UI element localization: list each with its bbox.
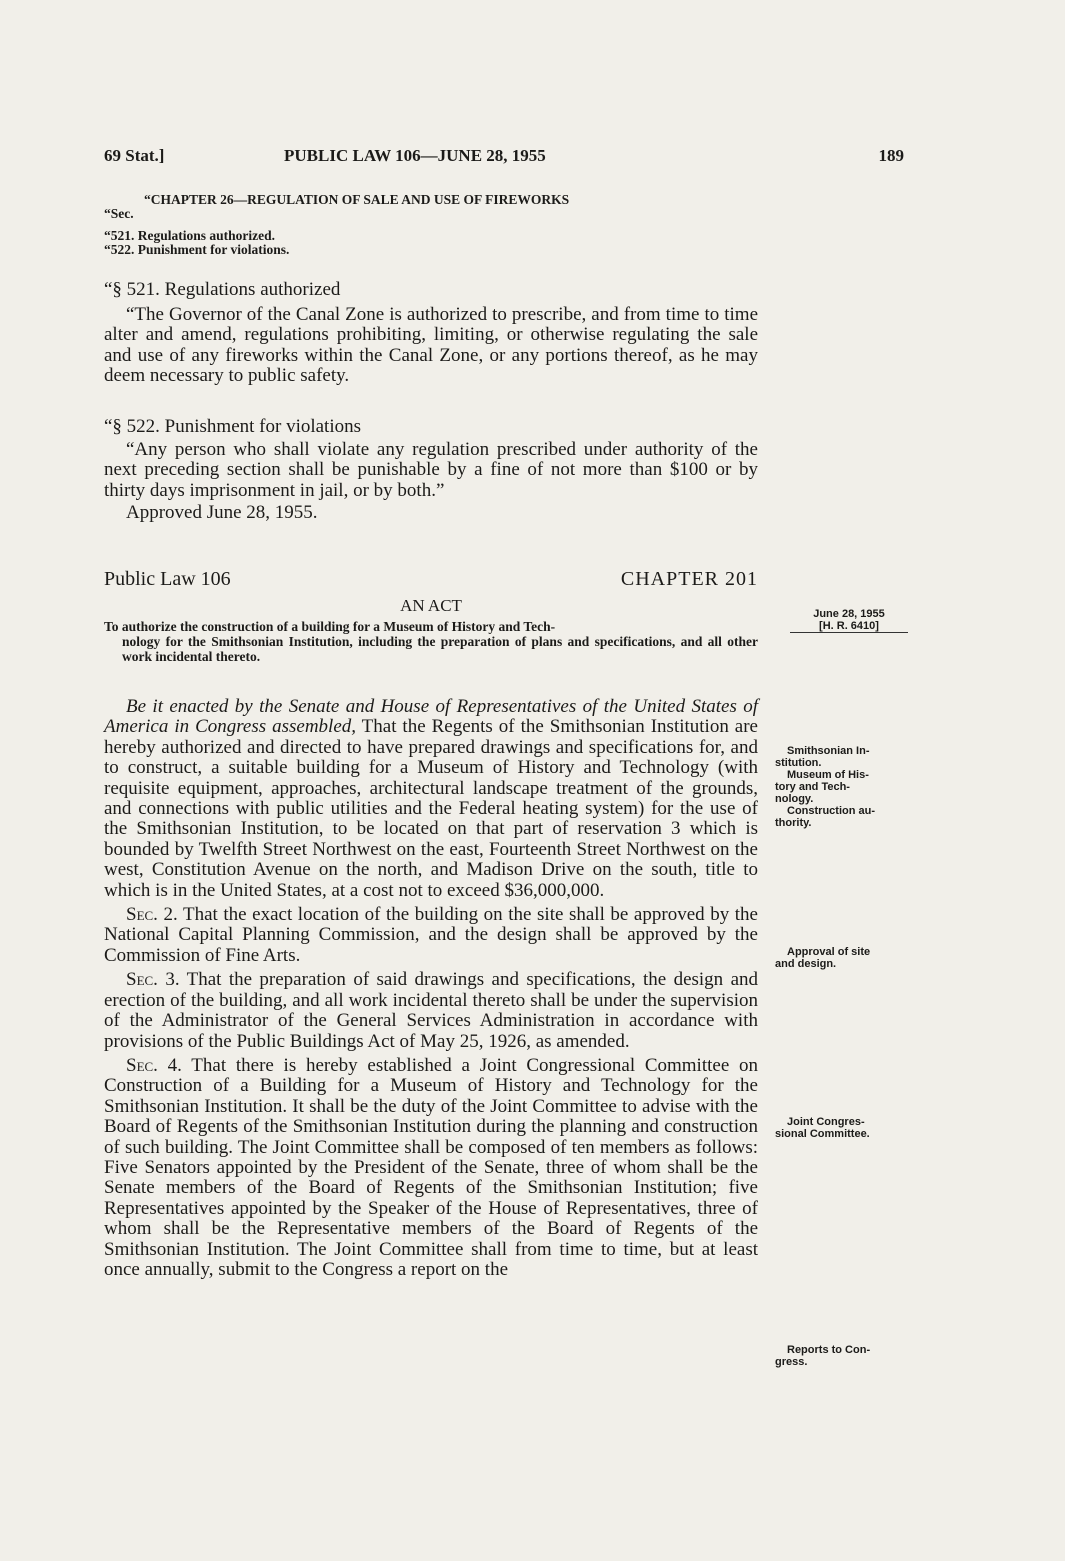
toc-chapter-title: “CHAPTER 26—REGULATION OF SALE AND USE OF FIREWORKS [144,192,570,207]
chapter-toc [104,193,758,257]
margin-note-smithsonian [775,745,910,829]
section-2-label: Sec. 2. [126,904,178,926]
margin-note-reports-line2: gress. [775,1356,808,1368]
toc-item-522: “522. Punishment for violations. [104,242,290,257]
public-law-number: Public Law 106 [104,568,231,590]
approved-line: Approved June 28, 1955. [126,502,318,524]
an-act-heading: AN ACT [400,596,462,615]
running-header [104,146,904,170]
enacting-clause [104,697,758,901]
section-521-text: “The Governor of the Canal Zone is authorized to prescribe, and from time to time alter and amend, regulations prohibiting, limiting, or otherwise regulating the sale and use of any fireworks within the Canal Zone, or any portions thereof, as he may deem necessary to public safety. [104,304,758,387]
section-3-text: That the preparation of said drawings and specifications, the design and erection of the building, and all work incidental thereto shall be under the supervision of the Administrator of the General Services Administration in accordance with provisions of the Public Buildings Act of May 25, 1926, as amended. [104,969,758,1052]
margin-note-museum-line3: nology. [775,793,814,805]
margin-bill-number: [H. R. 6410] [790,620,908,633]
section-4-text: That there is hereby established a Joint Congressional Committee on Construction of a Building for a Museum of History and Technology for the Smithsonian Institution. It shall be the duty of the Joint Committee to advise with the Board of Regents of the Smithsonian Institution during the planning and construction of such building. The Joint Committee shall be composed of ten members as follows: Five Senators appointed by the President of the Senate, three of whom shall be the Senate members of the Board of Regents of the Smithsonian Institution; five Representatives appointed by the Speaker of the House of Representatives, three of whom shall be the Representative members of the Board of Regents of the Smithsonian Institution. The Joint Committee shall from time to time, but at least once annually, submit to the Congress a report on the [104,1054,758,1280]
margin-note-construction-line2: thority. [775,817,812,829]
header-title: PUBLIC LAW 106—JUNE 28, 1955 [284,146,546,165]
margin-bill-reference [790,608,908,633]
toc-sec-label: “Sec. [104,206,134,221]
margin-note-construction-line1: Construction au- [787,805,875,817]
section-4 [104,1056,758,1280]
margin-note-joint-line2: sional Committee. [775,1128,870,1140]
law-title-row [104,568,758,594]
header-statute: 69 Stat.] [104,146,165,165]
section-522-heading: “§ 522. Punishment for violations [104,416,362,437]
margin-note-approval-line1: Approval of site [787,946,871,958]
margin-note-reports-line1: Reports to Con- [787,1344,871,1356]
section-2-text: That the exact location of the building on the site shall be approved by the National Capital Planning Commission, and the design shall be approved by the Commission of Fine Arts. [104,904,758,966]
margin-note-joint-line1: Joint Congres- [787,1116,865,1128]
margin-note-reports [775,1344,910,1368]
enacting-clause-text: That the Regents of the Smithsonian Institution are hereby authorized and directed to have prepared drawings and specifications for, and to construct, a suitable building for a Museum of History and Technology (with requisite equipment, approaches, architectural landscape treatment of the grounds, and connections with public utilities and the Federal heating system) for the use of the Smithsonian Institution, to be located on that part of reservation 3 which is bounded by Twelfth Street Northwest on the east, Fourteenth Street Northwest on the west, Constitution Avenue on the north, and Madison Drive on the south, title to which is in the United States, at a cost not to exceed $36,000,000. [104,716,758,901]
section-2 [104,905,758,966]
section-521 [104,279,758,387]
margin-note-museum-line2: tory and Tech- [775,781,850,793]
margin-note-smithsonian-line1: Smithsonian In- [787,745,870,757]
section-4-label: Sec. 4. [126,1054,182,1076]
bleed-through-margin [800,258,803,269]
enacting-clause-italic: Be it enacted by the Senate and House of Representatives of the United States of America in Congress assembled, [104,696,758,738]
margin-note-smithsonian-line2: stitution. [775,757,822,769]
margin-bill-date: June 28, 1955 [813,608,885,620]
page-number: 189 [878,146,904,165]
chapter-number: CHAPTER 201 [620,568,758,590]
section-3 [104,970,758,1052]
section-521-heading: “§ 521. Regulations authorized [104,279,341,300]
toc-item-521: “521. Regulations authorized. [104,228,276,243]
act-title-line1: To authorize the construction of a building for a Museum of History and Tech- [104,619,556,634]
margin-note-approval-line2: and design. [775,958,837,970]
act-body [104,697,758,1280]
margin-note-joint-committee [775,1116,910,1140]
section-3-label: Sec. 3. [126,969,180,991]
margin-note-museum-line1: Museum of His- [787,769,869,781]
section-522-text: “Any person who shall violate any regulation prescribed under authority of the next preceding section shall be punishable by a fine of not more than $100 or by thirty days imprisonment in jail, or by both.” [104,439,758,501]
section-522 [104,416,758,524]
act-title [104,619,758,664]
act-title-rest: nology for the Smithsonian Institution, including the preparation of plans and specifications, and all other work incidental thereto. [122,634,758,664]
margin-note-approval [775,946,910,970]
